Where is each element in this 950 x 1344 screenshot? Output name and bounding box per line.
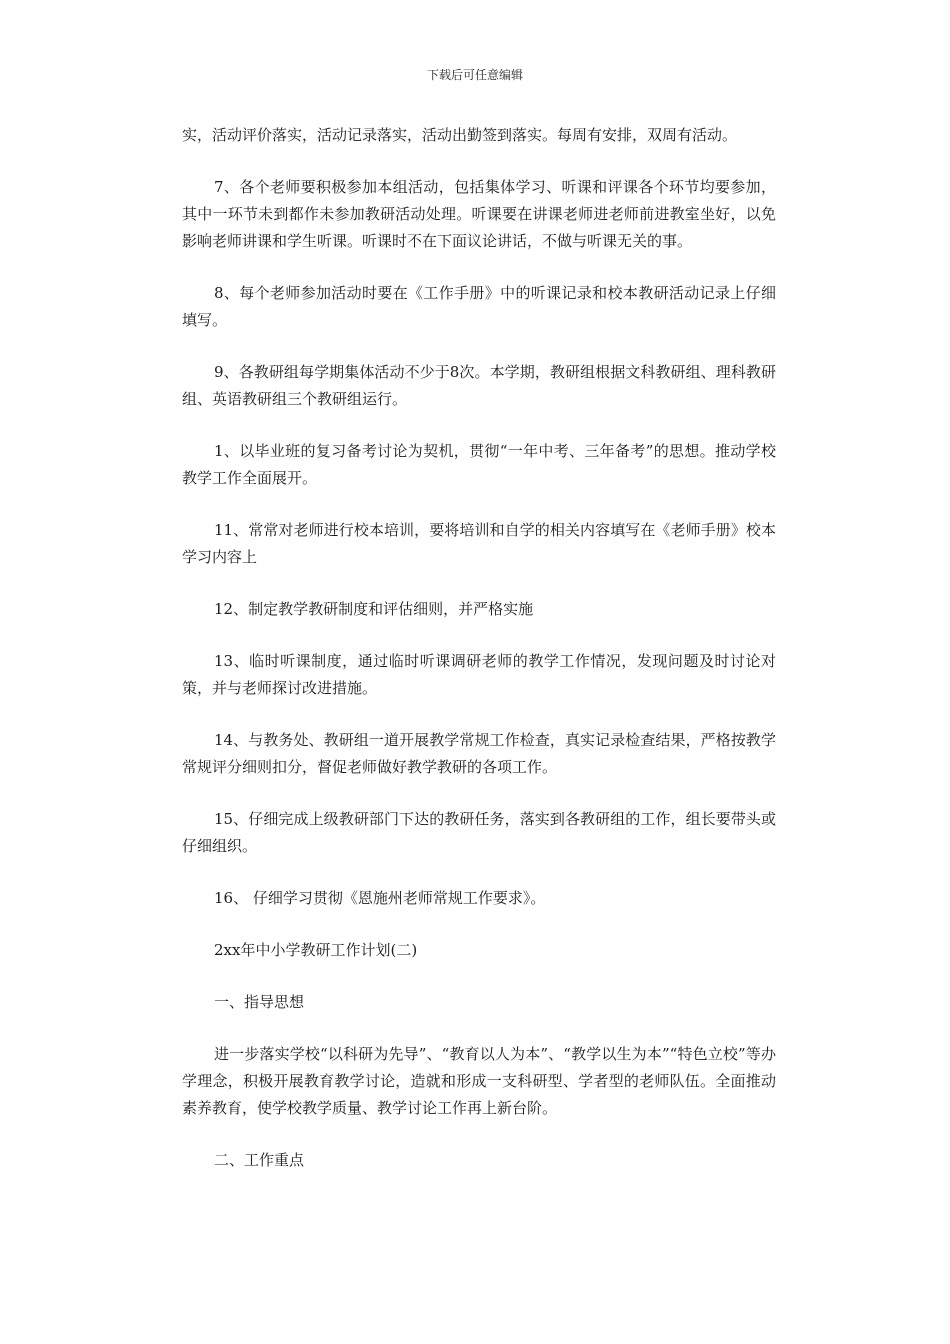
paragraph-item-16: 16、 仔细学习贯彻《恩施州老师常规工作要求》。 [214, 889, 546, 907]
heading-work-focus: 二、工作重点 [214, 1151, 305, 1169]
paragraph-item-15: 15、仔细完成上级教研部门下达的教研任务，落实到各教研组的工作，组长要带头或仔细组织。 [182, 810, 776, 855]
paragraph-item-12: 12、制定教学教研制度和评估细则，并严格实施 [214, 600, 534, 618]
page-header: 下载后可任意编辑 [426, 68, 523, 82]
paragraph-item-8: 8、每个老师参加活动时要在《工作手册》中的听课记录和校本教研活动记录上仔细填写。 [182, 284, 776, 329]
heading-guiding-thought: 一、指导思想 [214, 993, 305, 1011]
paragraph-item-9: 9、各教研组每学期集体活动不少于8次。本学期，教研组根据文科教研组、理科教研组、英语教研组三个教研组运行。 [182, 363, 776, 408]
paragraph-item-14: 14、与教务处、教研组一道开展教学常规工作检查，真实记录检查结果，严格按教学常规评分细则扣分，督促老师做好教学教研的各项工作。 [182, 731, 776, 776]
document-body [182, 122, 776, 1199]
paragraph-item-13: 13、临时听课制度，通过临时听课调研老师的教学工作情况，发现问题及时讨论对策，并与老师探讨改进措施。 [182, 652, 776, 697]
paragraph-continuation: 实，活动评价落实，活动记录落实，活动出勤签到落实。每周有安排，双周有活动。 [182, 126, 738, 144]
paragraph-item-7: 7、各个老师要积极参加本组活动，包括集体学习、听课和评课各个环节均要参加，其中一环节未到都作未参加教研活动处理。听课要在讲课老师进老师前进教室坐好，以免影响老师讲课和学生听课。听课时不在下面议论讲话，不做与听课无关的事。 [182, 178, 776, 250]
section-title: 2xx年中小学教研工作计划(二) [214, 941, 418, 959]
paragraph-guiding-thought: 进一步落实学校“以科研为先导”、“教育以人为本”、“教学以生为本”“特色立校”等办学理念，积极开展教育教学讨论，造就和形成一支科研型、学者型的老师队伍。全面推动素养教育，使学校教学质量、教学讨论工作再上新台阶。 [182, 1045, 776, 1117]
paragraph-item-11: 11、常常对老师进行校本培训，要将培训和自学的相关内容填写在《老师手册》校本学习内容上 [182, 521, 776, 566]
paragraph-item-1: 1、以毕业班的复习备考讨论为契机，贯彻“一年中考、三年备考”的思想。推动学校教学工作全面展开。 [182, 442, 776, 487]
